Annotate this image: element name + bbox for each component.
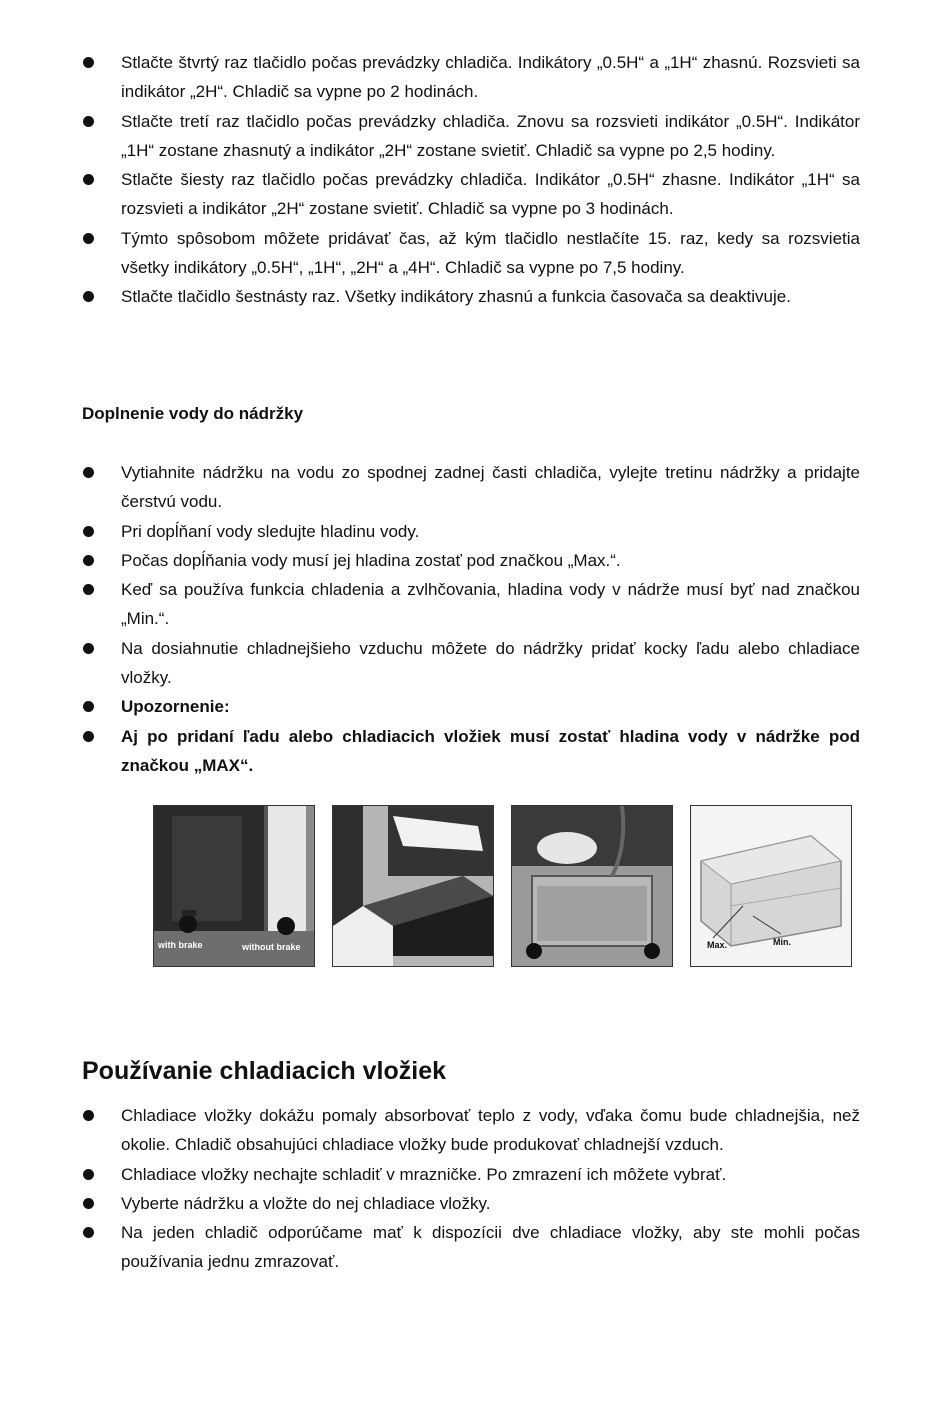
bullet-icon [83,1169,94,1180]
list-item: Chladiace vložky nechajte schladiť v mrazničke. Po zmrazení ich môžete vybrať. [82,1160,860,1189]
list-item: Stlačte štvrtý raz tlačidlo počas prevádzky chladiča. Indikátory „0.5H“ a „1H“ zhasnú. Rozsvieti sa indikátor „2H“. Chladič sa vypne po 2 hodinách. [82,48,860,107]
bullet-icon [83,731,94,742]
list-item: Na jeden chladič odporúčame mať k dispozícii dve chladiace vložky, aby ste mohli počas používania jednu zmrazovať. [82,1218,860,1277]
list-item: Na dosiahnutie chladnejšieho vzduchu môžete do nádržky pridať kocky ľadu alebo chladiace vložky. [82,634,860,693]
bullet-icon [83,555,94,566]
photo-removing-tank [332,805,494,967]
caption-min: Min. [773,937,791,947]
list-item: Keď sa používa funkcia chladenia a zvlhčovania, hladina vody v nádrže musí byť nad značkou „Min.“. [82,575,860,634]
cooling-packs-title: Používanie chladiacich vložiek [82,1057,447,1085]
water-bullet-list [82,458,860,780]
bullet-icon [83,584,94,595]
cooling-packs-bullet-list [82,1101,860,1277]
caption-max: Max. [707,940,728,950]
bullet-icon [83,467,94,478]
bullet-icon [83,57,94,68]
bullet-icon [83,233,94,244]
list-item: Vytiahnite nádržku na vodu zo spodnej zadnej časti chladiča, vylejte tretinu nádržky a pridajte čerstvú vodu. [82,458,860,517]
caption-with-brake: with brake [158,940,203,950]
photo-tank-max-min [690,805,852,967]
caption-without-brake: without brake [242,942,301,952]
list-item: Počas dopĺňania vody musí jej hladina zostať pod značkou „Max.“. [82,546,860,575]
bullet-icon [83,291,94,302]
bullet-icon [83,643,94,654]
list-item: Pri dopĺňaní vody sledujte hladinu vody. [82,517,860,546]
warning-label-item: Upozornenie: [82,692,860,721]
water-refill-heading: Doplnenie vody do nádržky [82,404,304,423]
list-item: Týmto spôsobom môžete pridávať čas, až kým tlačidlo nestlačíte 15. raz, kedy sa rozsvietia všetky indikátory „0.5H“, „1H“, „2H“ a „4H“. Chladič sa vypne po 7,5 hodiny. [82,224,860,283]
bullet-icon [83,701,94,712]
list-item: Chladiace vložky dokážu pomaly absorbovať teplo z vody, vďaka čomu bude chladnejšia, než okolie. Chladič obsahujúci chladiace vložky bude produkovať chladnejší vzduch. [82,1101,860,1160]
list-item: Stlačte tretí raz tlačidlo počas prevádzky chladiča. Znovu sa rozsvieti indikátor „0.5H“. Indikátor „1H“ zostane zhasnutý a indikátor „2H“ zostane svietiť. Chladič sa vypne po 2,5 hodiny. [82,107,860,166]
photo-wheels-brake [153,805,315,967]
photo-pouring-water [511,805,673,967]
list-item: Stlačte šiesty raz tlačidlo počas prevádzky chladiča. Indikátor „0.5H“ zhasne. Indikátor „1H“ sa rozsvieti a indikátor „2H“ zostane svietiť. Chladič sa vypne po 3 hodinách. [82,165,860,224]
timer-bullet-list [82,48,860,312]
bullet-icon [83,526,94,537]
bullet-icon [83,174,94,185]
bullet-icon [83,116,94,127]
list-item: Vyberte nádržku a vložte do nej chladiace vložky. [82,1189,860,1218]
warning-text-item: Aj po pridaní ľadu alebo chladiacich vložiek musí zostať hladina vody v nádržke pod značkou „MAX“. [82,722,860,781]
instruction-photos [153,805,849,965]
bullet-icon [83,1110,94,1121]
bullet-icon [83,1198,94,1209]
bullet-icon [83,1227,94,1238]
list-item: Stlačte tlačidlo šestnásty raz. Všetky indikátory zhasnú a funkcia časovača sa deaktivuje. [82,282,860,311]
